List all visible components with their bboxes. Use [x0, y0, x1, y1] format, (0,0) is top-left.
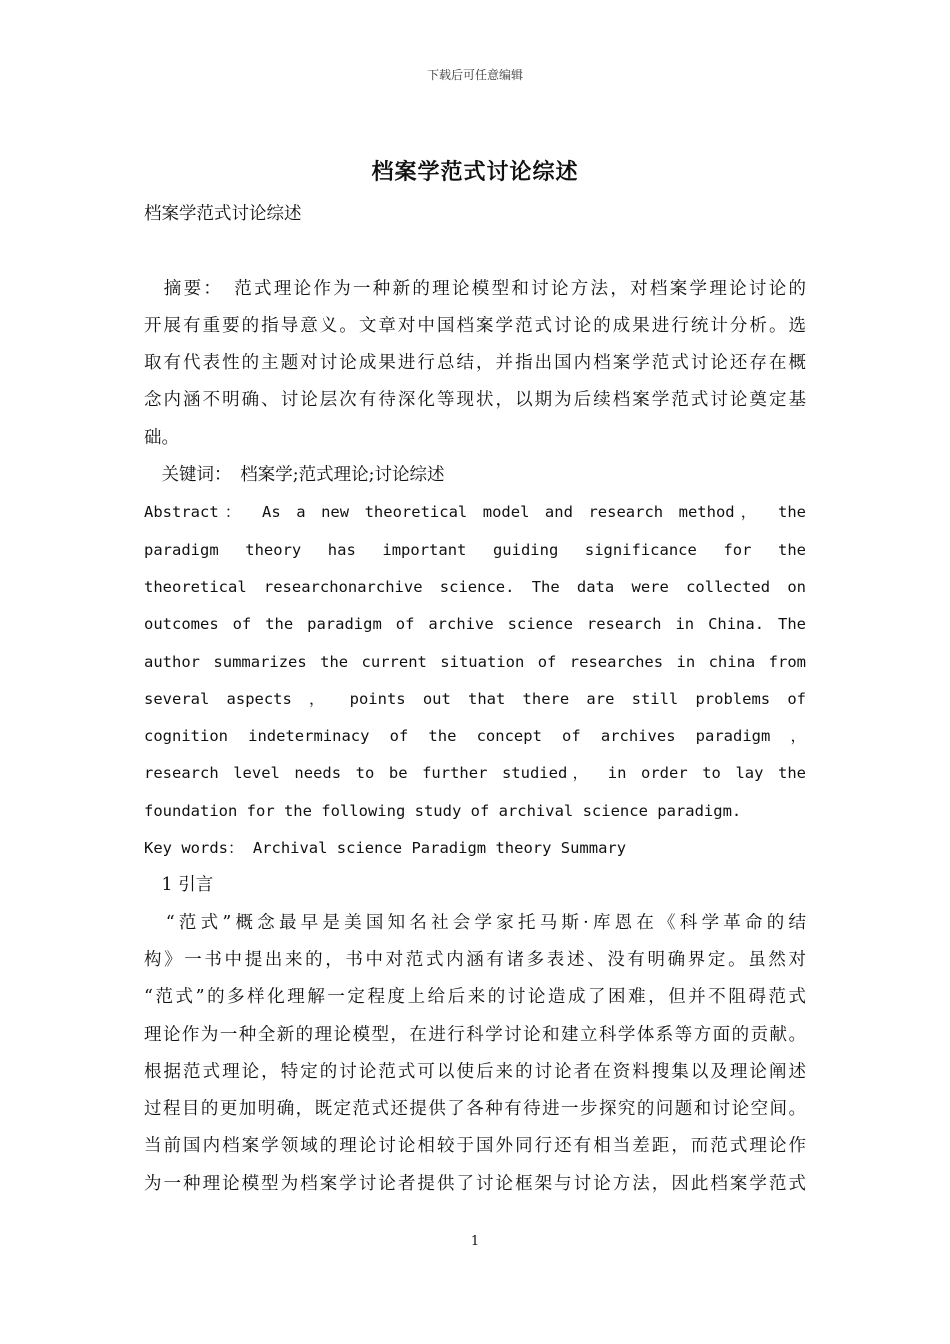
document-title: 档案学范式讨论综述: [371, 159, 579, 185]
text-line: 取有代表性的主题对讨论成果进行总结，并指出国内档案学范式讨论还存在概: [144, 353, 806, 374]
text-line: 为一种理论模型为档案学讨论者提供了讨论框架与讨论方法，因此档案学范式: [144, 1173, 806, 1194]
text-line: 础。: [144, 427, 179, 448]
body-lines: [144, 271, 806, 1203]
document-subtitle: 档案学范式讨论综述: [144, 204, 302, 224]
text-line: 当前国内档案学领域的理论讨论相较于国外同行还有相当差距，而范式理论作: [144, 1136, 806, 1157]
text-line: foundation for the following study of archival science paradigm.: [144, 801, 742, 820]
page-header: 下载后可任意编辑: [426, 68, 523, 82]
blank-line: [144, 233, 806, 270]
text-line: “范式”概念最早是美国知名社会学家托马斯·库恩在《科学革命的结: [144, 912, 806, 933]
text-line: “范式”的多样化理解一定程度上给后来的讨论造成了困难，但并不阻碍范式: [144, 987, 806, 1008]
text-line: 1 引言: [144, 875, 214, 896]
text-line: Abstract： As a new theoretical model and research method， the: [144, 503, 806, 522]
text-line: 念内涵不明确、讨论层次有待深化等现状，以期为后续档案学范式讨论奠定基: [144, 390, 806, 411]
text-line: 关键词： 档案学;范式理论;讨论综述: [144, 465, 445, 486]
text-line: author summarizes the current situation of researches in china from: [144, 652, 806, 671]
text-line: 过程目的更加明确，既定范式还提供了各种有待进一步探究的问题和讨论空间。: [144, 1099, 806, 1120]
page-number: 1: [470, 1234, 480, 1249]
text-line: 理论作为一种全新的理论模型，在进行科学讨论和建立科学体系等方面的贡献。: [144, 1024, 806, 1045]
text-line: 根据范式理论，特定的讨论范式可以使后来的讨论者在资料搜集以及理论阐述: [144, 1061, 806, 1082]
text-line: 构》一书中提出来的，书中对范式内涵有诸多表述、没有明确界定。虽然对: [144, 949, 806, 970]
text-line: paradigm theory has important guiding significance for the: [144, 540, 806, 559]
text-line: several aspects ， points out that there are still problems of: [144, 689, 806, 708]
text-line: research level needs to be further studied， in order to lay the: [144, 764, 806, 783]
text-line: theoretical researchonarchive science. The data were collected on: [144, 577, 806, 596]
document-body: [144, 196, 806, 1203]
text-line: 开展有重要的指导意义。文章对中国档案学范式讨论的成果进行统计分析。选: [144, 315, 806, 336]
text-line: outcomes of the paradigm of archive science research in China. The: [144, 615, 806, 634]
text-line: cognition indeterminacy of the concept of archives paradigm ，: [144, 727, 806, 746]
text-line: Key words： Archival science Paradigm theory Summary: [144, 839, 627, 858]
text-line: 摘要： 范式理论作为一种新的理论模型和讨论方法，对档案学理论讨论的: [144, 278, 806, 299]
